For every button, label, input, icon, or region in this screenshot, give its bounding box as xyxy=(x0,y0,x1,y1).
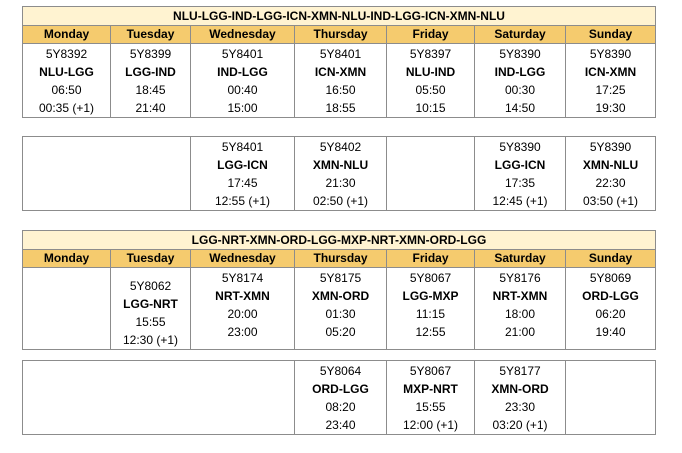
arrival-time: 12:30 (+1) xyxy=(122,333,179,347)
flight-cell xyxy=(191,44,295,118)
day-header: Tuesday xyxy=(111,26,191,44)
flight-cell xyxy=(23,44,111,118)
flight-cell xyxy=(387,44,475,118)
arrival-time: 10:15 xyxy=(415,101,446,115)
flight-route: LGG-NRT xyxy=(123,297,178,311)
empty-cell xyxy=(23,137,191,211)
departure-time: 20:00 xyxy=(227,307,258,321)
schedule-1-table xyxy=(22,6,656,118)
arrival-time: 05:20 xyxy=(325,325,356,339)
departure-time: 16:50 xyxy=(325,83,356,97)
departure-time: 06:50 xyxy=(51,83,82,97)
day-header: Thursday xyxy=(295,26,387,44)
departure-time: 18:00 xyxy=(504,307,536,321)
flight-cell xyxy=(475,361,566,435)
flight-cell xyxy=(111,268,191,350)
flight-route: MXP-NRT xyxy=(403,382,458,396)
flight-cell xyxy=(475,44,566,118)
day-header: Tuesday xyxy=(111,250,191,268)
flight-route: NRT-XMN xyxy=(492,289,548,303)
arrival-time: 02:50 (+1) xyxy=(312,194,369,208)
flight-route: ORD-LGG xyxy=(312,382,369,396)
flight-number: 5Y8397 xyxy=(409,47,452,61)
empty-cell xyxy=(566,361,656,435)
flight-cell xyxy=(387,361,475,435)
flight-route: XMN-ORD xyxy=(491,382,549,396)
departure-time: 18:45 xyxy=(135,83,166,97)
day-header: Monday xyxy=(23,250,111,268)
flight-cell xyxy=(475,268,566,350)
flight-route: IND-LGG xyxy=(217,65,268,79)
schedule-2-extra-table xyxy=(22,360,656,435)
flight-route: ORD-LGG xyxy=(582,289,639,303)
flight-number: 5Y8176 xyxy=(499,271,541,285)
arrival-time: 03:50 (+1) xyxy=(582,194,639,208)
schedule-2-title: LGG-NRT-XMN-ORD-LGG-MXP-NRT-XMN-ORD-LGG xyxy=(23,231,656,250)
flight-number: 5Y8390 xyxy=(499,140,541,154)
flight-number: 5Y8390 xyxy=(589,140,632,154)
flight-number: 5Y8401 xyxy=(221,140,264,154)
arrival-time: 21:40 xyxy=(135,101,166,115)
flight-route: NLU-LGG xyxy=(39,65,94,79)
flight-cell xyxy=(387,268,475,350)
arrival-time: 15:00 xyxy=(227,101,258,115)
flight-route: ICN-XMN xyxy=(314,65,367,79)
flight-cell xyxy=(295,44,387,118)
arrival-time: 18:55 xyxy=(325,101,356,115)
flight-route: XMN-NLU xyxy=(582,158,639,172)
flight-number: 5Y8392 xyxy=(45,47,88,61)
arrival-time: 12:45 (+1) xyxy=(492,194,548,208)
departure-time: 05:50 xyxy=(415,83,446,97)
flight-number: 5Y8177 xyxy=(499,364,541,378)
departure-time: 22:30 xyxy=(595,176,626,190)
flight-number: 5Y8064 xyxy=(319,364,362,378)
flight-route: IND-LGG xyxy=(494,65,546,79)
flight-route: ICN-XMN xyxy=(584,65,637,79)
departure-time: 08:20 xyxy=(325,400,356,414)
flight-number: 5Y8174 xyxy=(221,271,264,285)
flight-number: 5Y8175 xyxy=(319,271,362,285)
flight-route: NRT-XMN xyxy=(215,289,270,303)
departure-time: 11:15 xyxy=(415,307,446,321)
departure-time: 00:40 xyxy=(227,83,258,97)
flight-cell xyxy=(295,361,387,435)
arrival-time: 00:35 (+1) xyxy=(38,101,95,115)
flight-route: LGG-ICN xyxy=(217,158,268,172)
day-header: Sunday xyxy=(566,26,656,44)
flight-number: 5Y8390 xyxy=(589,47,632,61)
departure-time: 21:30 xyxy=(325,176,356,190)
day-header: Wednesday xyxy=(191,250,295,268)
flight-cell xyxy=(191,137,295,211)
flight-route: XMN-ORD xyxy=(311,289,370,303)
day-header: Monday xyxy=(23,26,111,44)
flight-route: NLU-IND xyxy=(405,65,456,79)
schedule-1-title: NLU-LGG-IND-LGG-ICN-XMN-NLU-IND-LGG-ICN-XMN-NLU xyxy=(23,7,656,26)
departure-time: 15:55 xyxy=(415,400,446,414)
arrival-time: 21:00 xyxy=(504,325,536,339)
arrival-time: 12:55 (+1) xyxy=(214,194,271,208)
flight-number: 5Y8401 xyxy=(221,47,264,61)
arrival-time: 19:40 xyxy=(595,325,626,339)
flight-cell xyxy=(111,44,191,118)
flight-route: LGG-ICN xyxy=(494,158,546,172)
flight-cell xyxy=(566,268,656,350)
flight-number: 5Y8062 xyxy=(129,279,172,293)
flight-cell xyxy=(566,44,656,118)
day-header: Thursday xyxy=(295,250,387,268)
arrival-time: 14:50 xyxy=(504,101,536,115)
empty-cell xyxy=(387,137,475,211)
flight-number: 5Y8390 xyxy=(499,47,541,61)
day-header: Sunday xyxy=(566,250,656,268)
flight-cell xyxy=(191,268,295,350)
arrival-time: 23:00 xyxy=(227,325,258,339)
flight-cell xyxy=(295,268,387,350)
departure-time: 23:30 xyxy=(505,400,536,414)
schedule-1-extra-table xyxy=(22,136,656,211)
flight-number: 5Y8402 xyxy=(319,140,362,154)
day-header: Friday xyxy=(387,26,475,44)
empty-cell xyxy=(23,268,111,350)
flight-cell xyxy=(295,137,387,211)
flight-cell xyxy=(566,137,656,211)
departure-time: 17:45 xyxy=(227,176,258,190)
arrival-time: 03:20 (+1) xyxy=(492,418,548,432)
departure-time: 00:30 xyxy=(504,83,536,97)
schedule-2-table xyxy=(22,230,656,350)
flight-cell xyxy=(475,137,566,211)
departure-time: 15:55 xyxy=(135,315,166,329)
flight-number: 5Y8067 xyxy=(409,364,452,378)
arrival-time: 19:30 xyxy=(595,101,626,115)
day-header: Friday xyxy=(387,250,475,268)
empty-cell xyxy=(23,361,295,435)
departure-time: 17:25 xyxy=(595,83,626,97)
flight-number: 5Y8401 xyxy=(319,47,362,61)
departure-time: 17:35 xyxy=(504,176,536,190)
flight-number: 5Y8067 xyxy=(409,271,452,285)
day-header: Wednesday xyxy=(191,26,295,44)
flight-route: LGG-MXP xyxy=(402,289,459,303)
departure-time: 01:30 xyxy=(325,307,356,321)
day-header: Saturday xyxy=(475,250,566,268)
flight-number: 5Y8399 xyxy=(129,47,172,61)
arrival-time: 12:00 (+1) xyxy=(402,418,459,432)
flight-route: LGG-IND xyxy=(125,65,176,79)
flight-number: 5Y8069 xyxy=(589,271,632,285)
day-header: Saturday xyxy=(475,26,566,44)
arrival-time: 12:55 xyxy=(415,325,446,339)
flight-route: XMN-NLU xyxy=(312,158,369,172)
departure-time: 06:20 xyxy=(595,307,626,321)
arrival-time: 23:40 xyxy=(325,418,356,432)
